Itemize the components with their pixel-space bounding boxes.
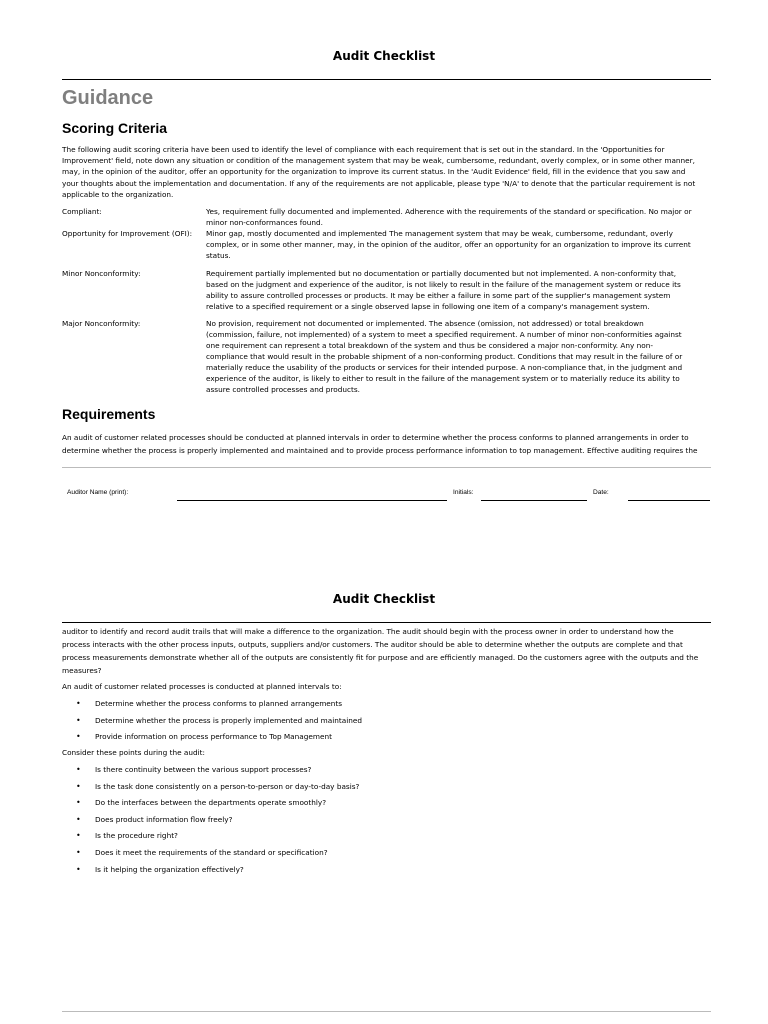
paragraph-line: may, in the opinion of the auditor, offer an opportunity for the organization to improve its current status. In the 'Audit Evidence' field, fill in the evidence that you saw and <box>62 167 686 177</box>
paragraph-line: The following audit scoring criteria have been used to identify the level of compliance with each requirement that is set out in the standard. In the 'Opportunities for <box>62 145 665 154</box>
criteria-label-compliant: Compliant: <box>62 207 102 216</box>
criteria-line: (commission, failure, not implemented) of a system to meet a specified requirement. A number of minor non-conformities against <box>206 330 682 339</box>
paragraph-line: auditor to identify and record audit trails that will make a difference to the organization. The audit should begin with the process owner in order to understand how the <box>62 627 674 636</box>
criteria-line: status. <box>206 251 231 260</box>
bullet-icon: • <box>76 814 81 824</box>
list-item-text: Does product information flow freely? <box>95 814 233 824</box>
page-header: Audit Checklist <box>332 49 436 63</box>
questions-list <box>62 764 710 880</box>
criteria-description-ofi <box>206 228 703 261</box>
criteria-line: minor non-conformances found. <box>206 218 323 227</box>
list-item <box>62 731 710 748</box>
criteria-line: experience of the auditor, is likely to either to result in the failure of the management system or to materially reduce its ability to <box>206 374 680 383</box>
list-item <box>62 698 710 715</box>
criteria-line: materially reduce the usability of the products or services for their intended purpose. A non-compliance that, in the judgment and <box>206 363 683 372</box>
list-item-text: Is the procedure right? <box>95 831 178 841</box>
criteria-line: Yes, requirement fully documented and implemented. Adherence with the requirements of the standard or specification. No major or <box>206 207 692 216</box>
paragraph-line: applicable to the organization. <box>62 189 174 199</box>
list-item <box>62 797 710 814</box>
list-item <box>62 847 710 864</box>
header-rule <box>62 622 711 623</box>
auditor-name-label: Auditor Name (print): <box>67 489 129 496</box>
criteria-line: one requirement can represent a total breakdown of the system and thus be considered a major non-conformity. Any non- <box>206 341 653 350</box>
criteria-description-minor <box>206 268 703 312</box>
list-item-text: Do the interfaces between the departments operate smoothly? <box>95 798 327 808</box>
criteria-line: complex, or in some other manner, may, in the opinion of the auditor, offer an opportunity for an organization to improve its current <box>206 240 691 249</box>
requirements-heading: Requirements <box>62 406 156 422</box>
criteria-label-ofi: Opportunity for Improvement (OFI): <box>62 229 193 238</box>
initials-label: Initials: <box>453 489 474 496</box>
bullet-icon: • <box>76 864 81 874</box>
criteria-line: No provision, requirement not documented or implemented. The absence (omission, not addressed) or total breakdown <box>206 319 644 328</box>
bullet-icon: • <box>76 715 81 725</box>
paragraph-line: process measurements demonstrate whether all of the outputs are consistently fit for purpose and are efficiently managed. Do the customers agree with the outputs and the <box>62 653 699 662</box>
scoring-criteria-heading: Scoring Criteria <box>62 120 168 136</box>
footer-rule <box>62 1011 711 1012</box>
header-rule <box>62 79 711 80</box>
criteria-line: ability to assure controlled processes or products. It may be either a failure in some part of the supplier's management system <box>206 291 671 300</box>
auditor-name-field[interactable] <box>177 500 447 501</box>
criteria-line: assure controlled processes and products. <box>206 385 360 394</box>
bullet-icon: • <box>76 732 81 742</box>
bullet-icon: • <box>76 847 81 857</box>
list-item-text: Does it meet the requirements of the standard or specification? <box>95 847 328 857</box>
paragraph-line: An audit of customer related processes should be conducted at planned intervals in order to determine whether the process conforms to planned arrangements in order to <box>62 433 689 442</box>
list-item <box>62 814 710 831</box>
page-header: Audit Checklist <box>332 592 436 606</box>
list-item-text: Provide information on process performance to Top Management <box>95 732 332 742</box>
list-item <box>62 830 710 847</box>
continued-paragraph <box>62 625 710 677</box>
criteria-line: based on the judgment and experience of the auditor, is not likely to result in the failure of the management system or reduce its <box>206 280 681 289</box>
initials-field[interactable] <box>481 500 587 501</box>
paragraph-line: Improvement' field, note down any situation or condition of the management system that may be weak, cumbersome, redundant, overly complex, or in some other manner, <box>62 156 695 166</box>
requirements-paragraph <box>62 432 710 457</box>
criteria-label-minor: Minor Nonconformity: <box>62 269 141 278</box>
paragraph-line: your thoughts about the implementation and documentation. If any of the requirements are not applicable, please type 'N/A' to denote that the particular requirement is not <box>62 178 696 188</box>
list-item <box>62 864 710 881</box>
criteria-description-major <box>206 318 703 395</box>
guidance-title: Guidance <box>62 87 154 109</box>
list-item-text: Is the task done consistently on a person-to-person or day-to-day basis? <box>95 781 360 791</box>
purpose-list <box>62 698 710 748</box>
list-item <box>62 764 710 781</box>
date-label: Date: <box>593 489 609 496</box>
list-item-text: Determine whether the process conforms to planned arrangements <box>95 699 343 708</box>
footer-rule <box>62 467 711 468</box>
criteria-description-compliant <box>206 206 703 228</box>
criteria-line: relative to a specified requirement or a single observed lapse in following one item of a company's management system. <box>206 302 650 311</box>
bullet-icon: • <box>76 781 81 791</box>
paragraph-line: measures? <box>62 666 102 675</box>
criteria-label-major: Major Nonconformity: <box>62 319 141 328</box>
list-item-text: Is there continuity between the various support processes? <box>95 765 312 774</box>
date-field[interactable] <box>628 500 710 501</box>
intro-line: An audit of customer related processes is conducted at planned intervals to: <box>62 682 342 691</box>
list-item <box>62 781 710 798</box>
bullet-icon: • <box>76 831 81 841</box>
criteria-line: Minor gap, mostly documented and implemented The management system that may be weak, cumbersome, redundant, overly <box>206 229 673 238</box>
bullet-icon: • <box>76 699 81 708</box>
criteria-line: Requirement partially implemented but no documentation or partially documented but not implemented. A non-conformity that, <box>206 269 677 278</box>
bullet-icon: • <box>76 798 81 808</box>
consider-line: Consider these points during the audit: <box>62 748 205 757</box>
bullet-icon: • <box>76 765 81 774</box>
scoring-paragraph <box>62 144 710 200</box>
criteria-line: compliance that would result in the probable shipment of a non-conforming product. Conditions that may result in the failure of or <box>206 352 683 361</box>
list-item-text: Is it helping the organization effectively? <box>95 864 244 874</box>
paragraph-line: determine whether the process is properly implemented and maintained and to provide process performance information to top management. Effective auditing requires the <box>62 445 698 455</box>
list-item <box>62 715 710 732</box>
list-item-text: Determine whether the process is properly implemented and maintained <box>95 715 362 725</box>
paragraph-line: process interacts with the other process inputs, outputs, suppliers and/or customers. The auditor should be able to determine whether the outputs are complete and that <box>62 640 683 649</box>
